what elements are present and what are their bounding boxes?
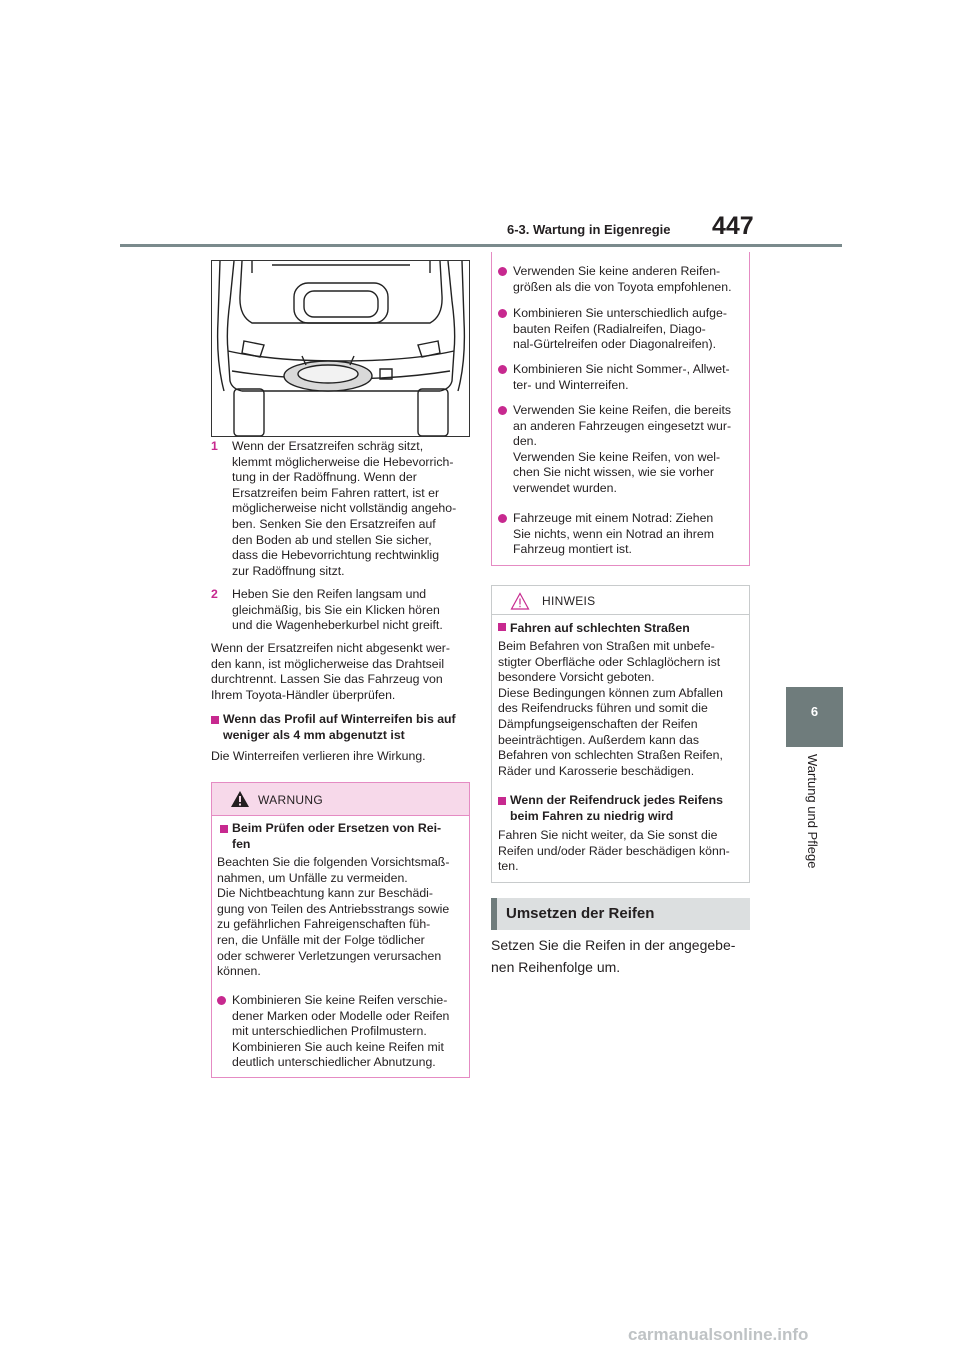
- chapter-side-label: [805, 754, 825, 884]
- warning-text: [217, 855, 465, 980]
- bullet-line: Verwenden Sie keine Reifen, die bereits: [513, 403, 732, 417]
- bullet-line: Fahrzeug montiert ist.: [513, 542, 632, 557]
- round-bullet-icon: [217, 996, 226, 1005]
- notice-box: [491, 585, 750, 883]
- heading-text: Fahren auf schlechten Straßen: [510, 621, 690, 635]
- warning-box: [211, 782, 470, 1078]
- bullet-line: Kombinieren Sie unterschiedlich aufge-: [513, 306, 727, 320]
- tire-rotation-title: Umsetzen der Reifen: [506, 905, 655, 922]
- warning-line: Die Nichtbeachtung kann zur Beschädi-: [217, 886, 434, 901]
- paragraph-line: Wenn der Ersatzreifen nicht abgesenkt wer-: [211, 641, 450, 655]
- step-1-line: ben. Senken Sie den Ersatzreifen auf: [232, 516, 436, 531]
- bullet-line: chen Sie nicht wissen, wie sie vorher: [513, 465, 714, 480]
- notice-line: Befahren von schlechten Straßen Reifen,: [498, 748, 723, 763]
- notice-line: besondere Vorsicht geboten.: [498, 670, 655, 685]
- heading-line: Wenn das Profil auf Winterreifen bis auf: [223, 712, 456, 726]
- square-bullet-icon: [498, 623, 506, 631]
- warning-box-header: [212, 783, 469, 816]
- notice-line: beeinträchtigen. Außerdem kann das: [498, 732, 699, 747]
- spare-tire-underbody-icon: [212, 261, 469, 436]
- step-1-line: dass die Hebevorrichtung rechtwinklig: [232, 548, 440, 563]
- paragraph-line: Ihrem Toyota-Händler überprüfen.: [211, 687, 396, 702]
- notice-line: Diese Bedingungen können zum Abfallen: [498, 685, 723, 700]
- bullet-line: ter- und Winterreifen.: [513, 377, 629, 392]
- step-1-line: tung in der Radöffnung. Wenn der: [232, 470, 417, 485]
- caution-triangle-icon: [510, 592, 530, 610]
- step-2-line: und die Wagenheberkurbel nicht greift.: [232, 618, 443, 633]
- bullet-line: den.: [513, 434, 537, 449]
- square-bullet-icon: [498, 797, 506, 805]
- section-title: 6-3. Wartung in Eigenregie: [507, 222, 671, 237]
- warning-triangle-icon: [230, 790, 250, 808]
- notice-heading-2: [498, 793, 746, 824]
- step-2: [211, 587, 471, 634]
- round-bullet-icon: [498, 406, 507, 415]
- warning-bullet: [498, 264, 746, 295]
- notice-line: Beim Befahren von Straßen mit unbefe-: [498, 639, 715, 653]
- chapter-side-text: Wartung und Pflege: [805, 754, 820, 869]
- warning-line: ren, die Unfälle mit der Folge tödlicher: [217, 932, 425, 947]
- tire-rotation-text: [491, 934, 761, 978]
- winter-tire-heading: [211, 712, 473, 743]
- rotation-line: Setzen Sie die Reifen in der angegebe-: [491, 937, 736, 953]
- heading-line: beim Fahren zu niedrig wird: [510, 808, 674, 823]
- bullet-line: Kombinieren Sie auch keine Reifen mit: [232, 1039, 444, 1054]
- warning-bullet: [498, 511, 746, 558]
- warning-line: nahmen, um Unfälle zu vermeiden.: [217, 870, 408, 885]
- rotation-line: nen Reihenfolge um.: [491, 959, 621, 975]
- tire-rotation-heading: [491, 898, 750, 930]
- bullet-line: Kombinieren Sie keine Reifen verschie-: [232, 993, 448, 1007]
- paragraph-line: den kann, ist möglicherweise das Drahtseil: [211, 656, 445, 671]
- warning-line: können.: [217, 964, 261, 979]
- header-rule: [120, 244, 842, 247]
- round-bullet-icon: [498, 267, 507, 276]
- step-2-line: gleichmäßig, bis Sie ein Klicken hören: [232, 602, 440, 617]
- warning-bullet: [498, 362, 746, 393]
- step-1-line: möglicherweise nicht vollständig angeho-: [232, 501, 457, 516]
- rear-vehicle-illustration: [211, 260, 470, 437]
- step-1-line: den Boden ab und stellen Sie sicher,: [232, 532, 432, 547]
- bullet-line: mit unterschiedlichen Profilmustern.: [232, 1024, 427, 1039]
- warning-line: Beachten Sie die folgenden Vorsichtsmaß-: [217, 855, 450, 869]
- step-1-line: klemmt möglicherweise die Hebevorrich-: [232, 454, 454, 469]
- warning-line: gung von Teilen des Antriebsstrangs sowie: [217, 901, 450, 916]
- chapter-tab: 6: [786, 687, 843, 747]
- paragraph-line: durchtrennt. Lassen Sie das Fahrzeug von: [211, 672, 443, 687]
- square-bullet-icon: [211, 716, 219, 724]
- cable-paragraph: [211, 641, 473, 703]
- notice-line: Reifen und/oder Räder beschädigen könn-: [498, 843, 730, 858]
- page-number: 447: [712, 212, 754, 240]
- bullet-line: bauten Reifen (Radialreifen, Diago-: [513, 321, 706, 336]
- warning-continued-box: [491, 252, 750, 566]
- notice-line: des Reifendrucks führen und somit die: [498, 701, 708, 716]
- step-1-line: zur Radöffnung sitzt.: [232, 563, 345, 578]
- notice-text-2: [498, 828, 746, 875]
- warning-bullet: [217, 993, 465, 1071]
- notice-heading-1: [498, 619, 746, 637]
- bullet-line: Verwenden Sie keine Reifen, von wel-: [513, 449, 721, 464]
- bullet-line: an anderen Fahrzeugen eingesetzt wur-: [513, 418, 732, 433]
- step-number: 2: [211, 587, 218, 601]
- heading-accent-bar: [491, 898, 497, 930]
- step-1-line: Wenn der Ersatzreifen schräg sitzt,: [232, 439, 424, 453]
- bullet-line: größen als die von Toyota empfohlenen.: [513, 279, 732, 294]
- bullet-line: dener Marken oder Modelle oder Reifen: [232, 1008, 450, 1023]
- step-number: 1: [211, 439, 218, 453]
- notice-box-header: [492, 586, 749, 615]
- notice-line: ten.: [498, 859, 519, 874]
- round-bullet-icon: [498, 514, 507, 523]
- bullet-line: nal-Gürtelreifen oder Diagonalreifen).: [513, 337, 717, 352]
- watermark: carmanualsonline.info: [628, 1325, 809, 1344]
- winter-tire-text: Die Winterreifen verlieren ihre Wirkung.: [211, 749, 426, 763]
- heading-line: fen: [232, 836, 251, 851]
- warning-line: oder schwerer Verletzungen verursachen: [217, 948, 442, 963]
- notice-text-1: [498, 639, 746, 779]
- notice-label: HINWEIS: [542, 594, 596, 608]
- warning-line: zu gefährlichen Fahreigenschaften füh-: [217, 917, 431, 932]
- bullet-line: Fahrzeuge mit einem Notrad: Ziehen: [513, 511, 714, 525]
- round-bullet-icon: [498, 365, 507, 374]
- heading-line: weniger als 4 mm abgenutzt ist: [223, 727, 405, 742]
- heading-line: Wenn der Reifendruck jedes Reifens: [510, 793, 723, 807]
- heading-line: Beim Prüfen oder Ersetzen von Rei-: [232, 821, 442, 835]
- notice-line: Dämpfungseigenschaften der Reifen: [498, 716, 698, 731]
- notice-line: Räder und Karosserie beschädigen.: [498, 763, 695, 778]
- bullet-line: Kombinieren Sie nicht Sommer-, Allwet-: [513, 362, 730, 376]
- step-1: [211, 439, 471, 579]
- warning-label: WARNUNG: [258, 793, 323, 807]
- bullet-line: verwendet wurden.: [513, 480, 617, 495]
- notice-line: Fahren Sie nicht weiter, da Sie sonst die: [498, 828, 718, 842]
- step-2-line: Heben Sie den Reifen langsam und: [232, 587, 427, 601]
- bullet-line: deutlich unterschiedlicher Abnutzung.: [232, 1055, 436, 1070]
- round-bullet-icon: [498, 309, 507, 318]
- bullet-line: Verwenden Sie keine anderen Reifen-: [513, 264, 721, 278]
- warning-heading: [220, 821, 465, 852]
- bullet-line: Sie nichts, wenn ein Notrad an ihrem: [513, 526, 714, 541]
- square-bullet-icon: [220, 825, 228, 833]
- notice-line: stigter Oberfläche oder Schlaglöchern ist: [498, 654, 721, 669]
- warning-bullet: [498, 403, 746, 497]
- warning-bullet: [498, 306, 746, 353]
- step-1-line: Ersatzreifen beim Fahren rattert, ist er: [232, 485, 440, 500]
